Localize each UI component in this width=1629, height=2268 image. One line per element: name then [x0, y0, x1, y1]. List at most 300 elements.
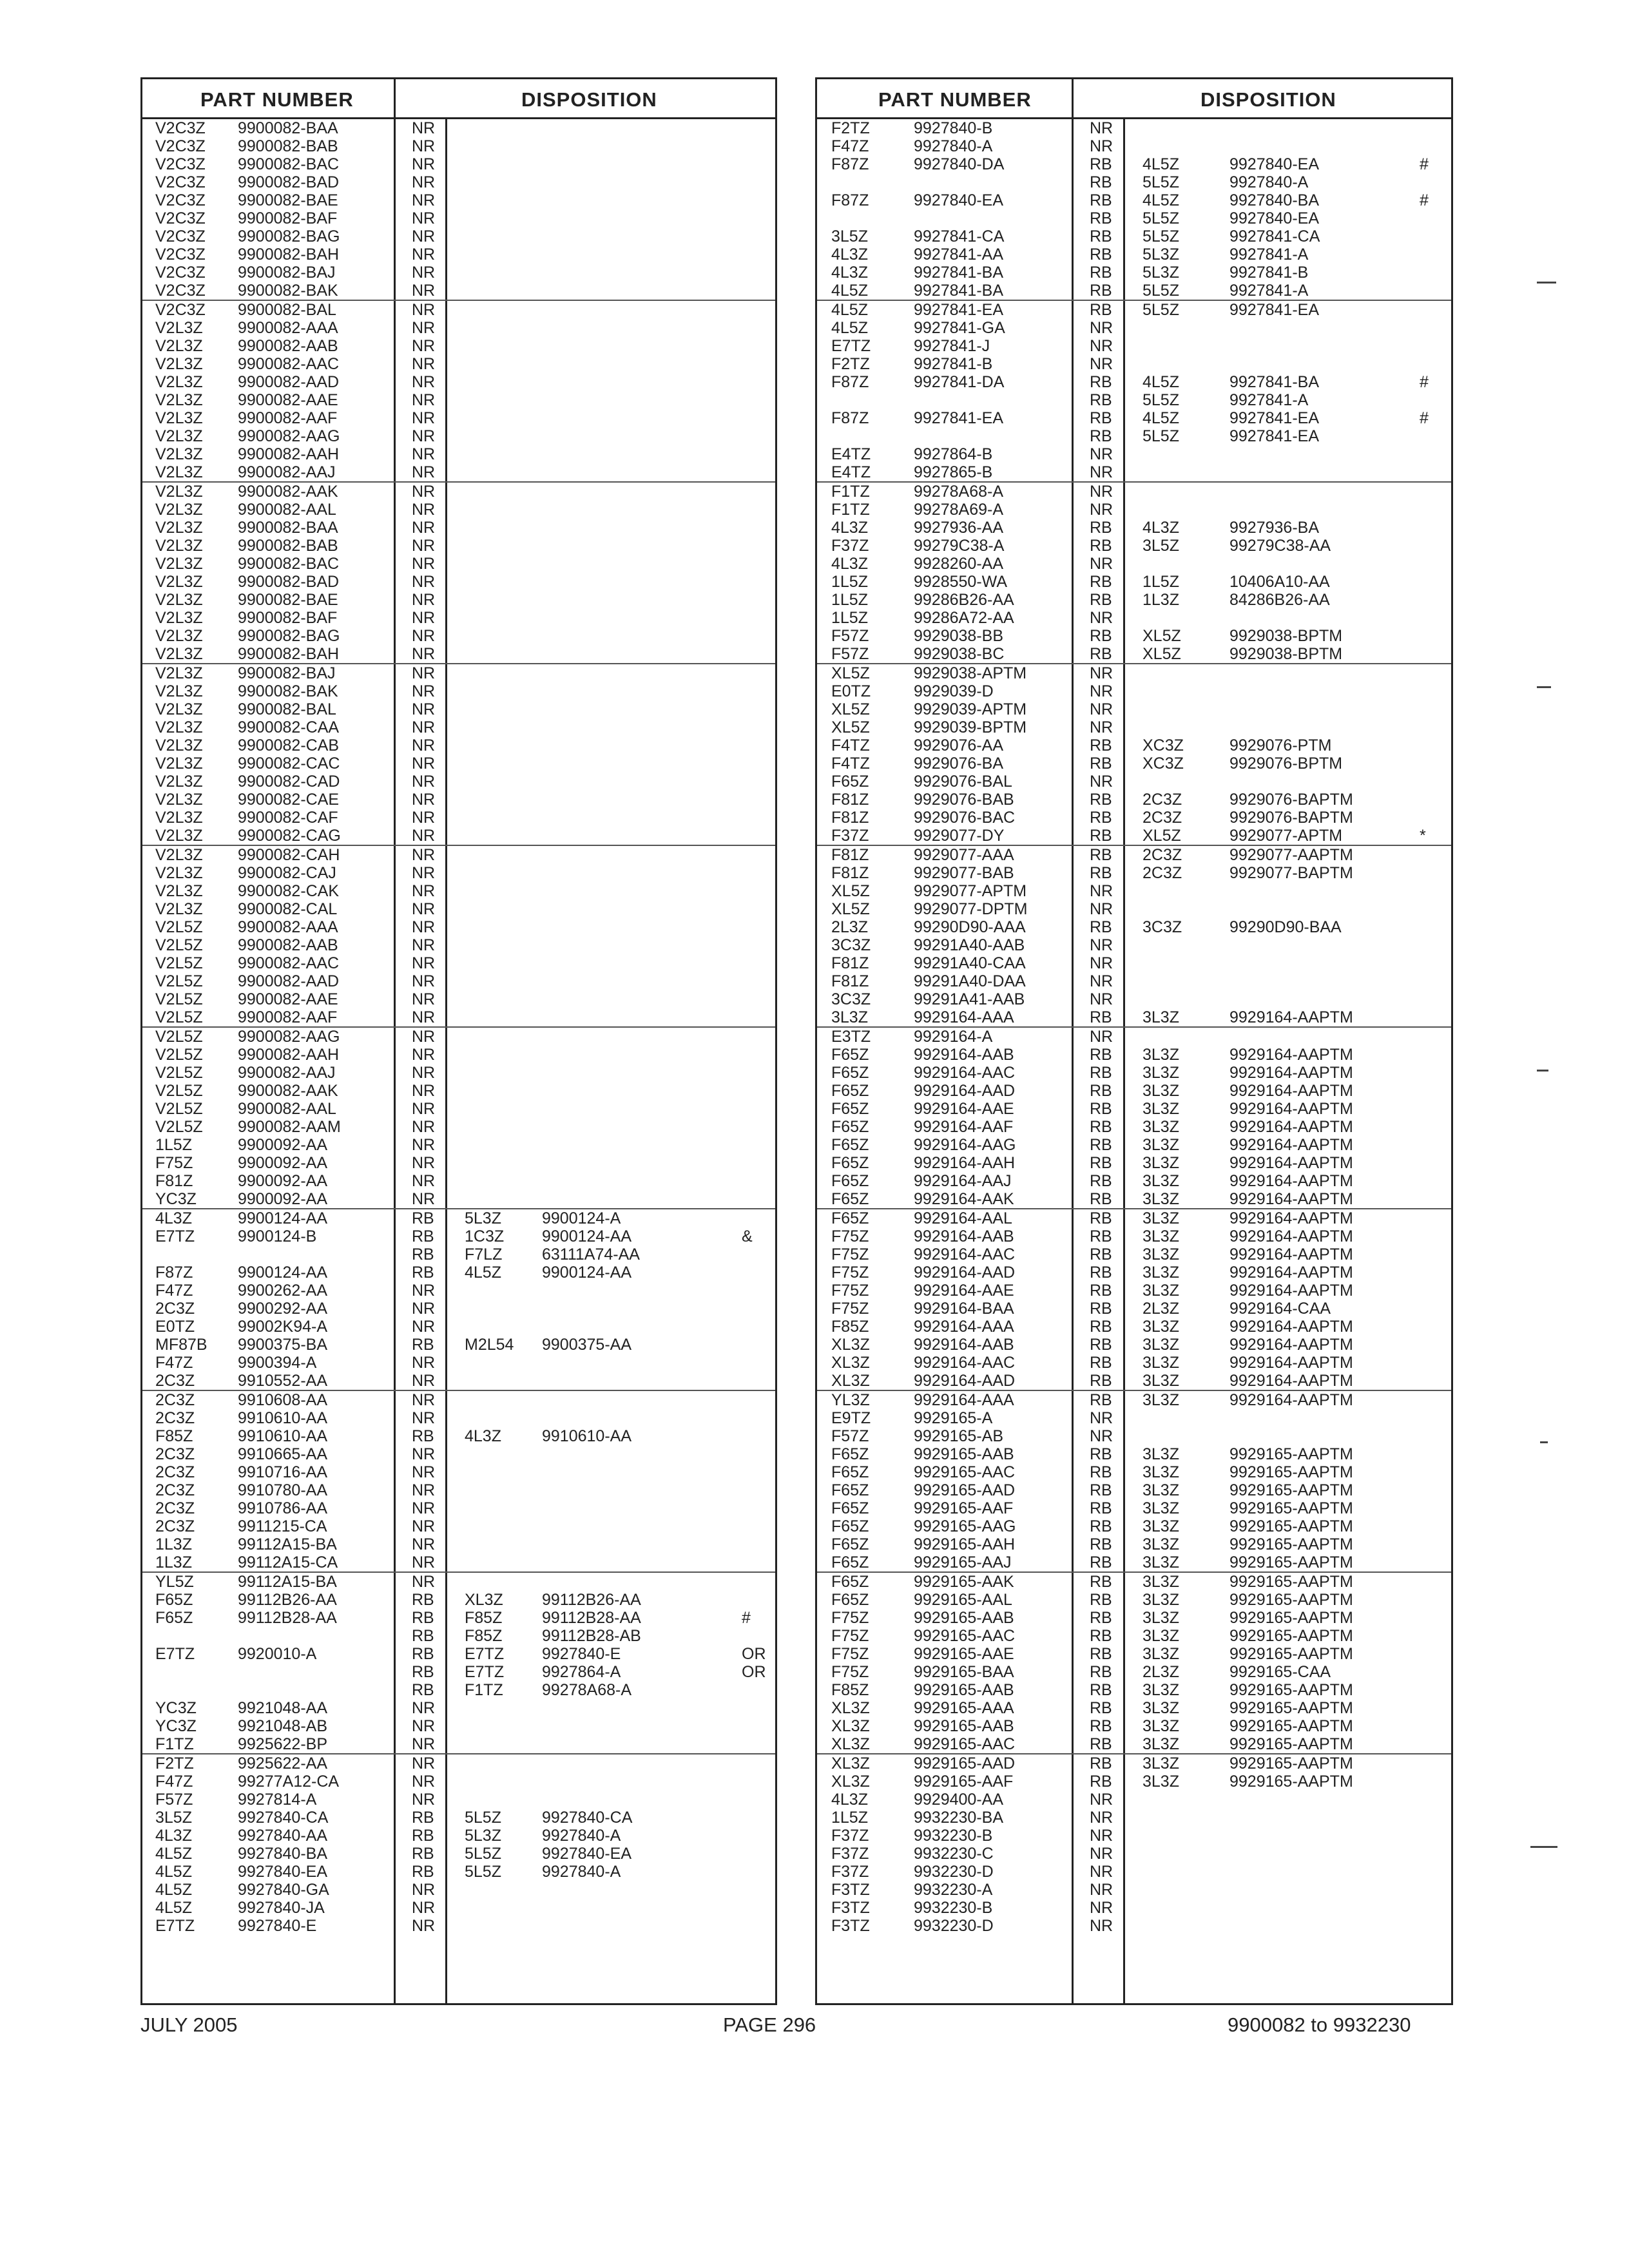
vehicle-code: V2L3Z	[155, 809, 203, 827]
table-row	[817, 1863, 1451, 1881]
status: NR	[1090, 319, 1113, 337]
table-row	[817, 1409, 1451, 1427]
vehicle-code: E3TZ	[831, 1028, 871, 1046]
table-row	[142, 1026, 775, 1046]
status: NR	[412, 609, 436, 627]
vehicle-code: F2TZ	[831, 355, 870, 373]
status: RB	[1090, 282, 1112, 300]
status: NR	[1090, 1881, 1113, 1899]
table-row	[142, 1264, 775, 1282]
vehicle-code: 4L5Z	[155, 1863, 192, 1881]
vehicle-code: F37Z	[831, 1845, 869, 1863]
status: NR	[412, 936, 436, 954]
status: NR	[412, 1754, 436, 1773]
part-number: 9900082-AAB	[238, 936, 338, 954]
table-row	[142, 1190, 775, 1208]
vehicle-code: 4L3Z	[155, 1827, 192, 1845]
vehicle-code: 3C3Z	[831, 936, 871, 954]
table-row	[817, 373, 1451, 391]
table-row	[142, 682, 775, 700]
status: RB	[1090, 1264, 1112, 1282]
part-number: 9927840-A	[914, 137, 993, 155]
part-number: 9910780-AA	[238, 1481, 328, 1499]
vehicle-code: MF87B	[155, 1336, 207, 1354]
part-number: 9927841-BA	[914, 282, 1004, 300]
status: NR	[412, 1791, 436, 1809]
new-part-number: 9927841-CA	[1229, 227, 1320, 245]
new-part-number: 9927840-A	[542, 1863, 621, 1881]
table-row	[142, 1372, 775, 1390]
part-number: 9900082-BAL	[238, 301, 336, 319]
status: RB	[1090, 1190, 1112, 1208]
status: NR	[1090, 972, 1113, 990]
status: NR	[412, 173, 436, 191]
part-number: 9927841-CA	[914, 227, 1005, 245]
table-row	[817, 282, 1451, 300]
table-row	[142, 1591, 775, 1609]
status: RB	[1090, 1591, 1112, 1609]
new-code: 3L5Z	[1142, 537, 1179, 555]
part-number: 9929076-AA	[914, 736, 1004, 754]
table-row	[817, 1427, 1451, 1445]
table-row	[142, 1917, 775, 1935]
new-part-number: 9929164-AAPTM	[1229, 1318, 1353, 1336]
vehicle-code: F75Z	[831, 1300, 869, 1318]
table-row	[817, 1681, 1451, 1699]
table-row	[817, 754, 1451, 773]
new-code: 5L5Z	[465, 1863, 501, 1881]
vehicle-code: F65Z	[831, 1154, 869, 1172]
vehicle-code: V2L3Z	[155, 736, 203, 754]
vehicle-code: E0TZ	[831, 682, 871, 700]
part-number: 9929077-DY	[914, 827, 1005, 845]
new-part-number: 9927841-BA	[1229, 373, 1320, 391]
note-mark: OR	[742, 1645, 766, 1663]
table-row	[817, 609, 1451, 627]
part-number: 9900082-CAG	[238, 827, 341, 845]
table-row	[817, 1717, 1451, 1735]
vehicle-code: F65Z	[831, 1136, 869, 1154]
new-part-number: 9929077-BAPTM	[1229, 864, 1353, 882]
new-part-number: 9929164-AAPTM	[1229, 1064, 1353, 1082]
part-number: 9929165-AAE	[914, 1645, 1014, 1663]
part-number: 9929164-AAA	[914, 1318, 1014, 1336]
status: NR	[412, 409, 436, 427]
vehicle-code: V2L5Z	[155, 954, 203, 972]
new-part-number: 9927864-A	[542, 1663, 621, 1681]
table-row	[817, 1845, 1451, 1863]
table-row	[142, 773, 775, 791]
status: NR	[412, 319, 436, 337]
vehicle-code: F65Z	[831, 1046, 869, 1064]
new-part-number: 9929165-AAPTM	[1229, 1535, 1353, 1553]
new-part-number: 9929164-AAPTM	[1229, 1336, 1353, 1354]
table-row	[817, 972, 1451, 990]
part-number: 9900082-CAL	[238, 900, 338, 918]
table-row	[142, 573, 775, 591]
table-row	[142, 337, 775, 355]
table-row	[142, 1753, 775, 1773]
table-row	[817, 1917, 1451, 1935]
new-code: 4L5Z	[465, 1264, 501, 1282]
new-part-number: 9929165-AAPTM	[1229, 1463, 1353, 1481]
status: NR	[1090, 445, 1113, 463]
vehicle-code: F75Z	[831, 1663, 869, 1681]
part-number: 9932230-C	[914, 1845, 994, 1863]
part-number: 9900082-CAF	[238, 809, 338, 827]
part-number: 9928550-WA	[914, 573, 1007, 591]
new-code: 4L5Z	[1142, 155, 1179, 173]
table-row	[817, 1300, 1451, 1318]
table-row	[142, 1118, 775, 1136]
vehicle-code: 4L3Z	[831, 555, 868, 573]
table-row	[817, 1245, 1451, 1264]
part-number: 9900124-AA	[238, 1209, 328, 1227]
vehicle-code: E7TZ	[831, 337, 871, 355]
status: NR	[412, 1028, 436, 1046]
part-number: 9900082-AAK	[238, 1082, 338, 1100]
status: RB	[1090, 1300, 1112, 1318]
vehicle-code: F37Z	[831, 827, 869, 845]
part-number: 9927840-CA	[238, 1809, 329, 1827]
status: NR	[412, 264, 436, 282]
status: RB	[1090, 173, 1112, 191]
status: NR	[412, 791, 436, 809]
table-row	[142, 645, 775, 663]
new-part-number: 9929165-AAPTM	[1229, 1773, 1353, 1791]
part-number: 9929038-BC	[914, 645, 1005, 663]
vehicle-code: V2L3Z	[155, 791, 203, 809]
part-number: 9927840-BA	[238, 1845, 328, 1863]
part-number: 9929077-AAA	[914, 846, 1014, 864]
table-row	[142, 191, 775, 209]
status: NR	[412, 864, 436, 882]
new-code: 3L3Z	[1142, 1100, 1179, 1118]
new-part-number: 9929164-AAPTM	[1229, 1046, 1353, 1064]
table-row	[142, 1717, 775, 1735]
part-number: 9900082-BAD	[238, 173, 340, 191]
vehicle-code: V2L5Z	[155, 972, 203, 990]
status: NR	[1090, 555, 1113, 573]
new-code: 5L3Z	[1142, 245, 1179, 264]
new-code: 3L3Z	[1142, 1645, 1179, 1663]
status: RB	[1090, 754, 1112, 773]
vehicle-code: V2L5Z	[155, 1028, 203, 1046]
note-mark: &	[742, 1227, 753, 1245]
vehicle-code: V2C3Z	[155, 209, 206, 227]
status: RB	[1090, 1681, 1112, 1699]
vehicle-code: F65Z	[155, 1609, 193, 1627]
new-part-number: 9929164-AAPTM	[1229, 1172, 1353, 1190]
table-row	[817, 519, 1451, 537]
vehicle-code: V2L5Z	[155, 1064, 203, 1082]
vehicle-code: V2L3Z	[155, 483, 203, 501]
vehicle-code: F57Z	[155, 1791, 193, 1809]
new-code: 3L3Z	[1142, 1190, 1179, 1208]
new-code: 3L3Z	[1142, 1445, 1179, 1463]
table-row	[142, 282, 775, 300]
new-part-number: 9927840-EA	[1229, 209, 1320, 227]
part-number: 9925622-AA	[238, 1754, 328, 1773]
vehicle-code: V2C3Z	[155, 191, 206, 209]
note-mark: OR	[742, 1663, 766, 1681]
table-row	[817, 1571, 1451, 1591]
table-row	[142, 1863, 775, 1881]
status: NR	[412, 282, 436, 300]
vehicle-code: V2C3Z	[155, 301, 206, 319]
new-code: 4L3Z	[1142, 519, 1179, 537]
part-number: 9927840-GA	[238, 1881, 329, 1899]
status: RB	[1090, 155, 1112, 173]
status: RB	[1090, 301, 1112, 319]
table-row	[142, 1845, 775, 1863]
table-row	[142, 173, 775, 191]
status: RB	[1090, 809, 1112, 827]
status: RB	[1090, 1573, 1112, 1591]
status: RB	[412, 1827, 434, 1845]
vehicle-code: F75Z	[831, 1645, 869, 1663]
part-number: 9900082-AAD	[238, 972, 340, 990]
vehicle-code: 2C3Z	[155, 1499, 195, 1517]
part-number: 9900082-BAE	[238, 191, 338, 209]
new-code: 3L3Z	[1142, 1517, 1179, 1535]
vehicle-code: XL3Z	[831, 1699, 870, 1717]
vehicle-code: V2L3Z	[155, 827, 203, 845]
vehicle-code: XL3Z	[831, 1735, 870, 1753]
part-number: 99112B28-AA	[238, 1609, 337, 1627]
new-part-number: 99290D90-BAA	[1229, 918, 1342, 936]
new-code: 3L3Z	[1142, 1264, 1179, 1282]
part-number: 9925622-BP	[238, 1735, 328, 1753]
table-row	[142, 1136, 775, 1154]
part-number: 9900082-BAB	[238, 537, 338, 555]
table-row	[142, 1318, 775, 1336]
part-number: 9929164-A	[914, 1028, 993, 1046]
part-number: 9929164-AAK	[914, 1190, 1014, 1208]
table-row	[817, 1753, 1451, 1773]
part-number: 9927840-EA	[914, 191, 1004, 209]
vehicle-code: F75Z	[831, 1627, 869, 1645]
vehicle-code: F75Z	[831, 1227, 869, 1245]
vehicle-code: V2L3Z	[155, 537, 203, 555]
new-code: E7TZ	[465, 1645, 505, 1663]
status: NR	[1090, 609, 1113, 627]
table-row	[142, 972, 775, 990]
part-number: 9929164-AAE	[914, 1100, 1014, 1118]
new-part-number: 9929165-AAPTM	[1229, 1717, 1353, 1735]
vehicle-code: V2L3Z	[155, 664, 203, 682]
new-code: 3L3Z	[1142, 1154, 1179, 1172]
part-number: 9929164-AAF	[914, 1118, 1014, 1136]
new-part-number: 9900124-A	[542, 1209, 621, 1227]
status: NR	[1090, 682, 1113, 700]
new-code: XL3Z	[465, 1591, 503, 1609]
status: NR	[412, 882, 436, 900]
new-part-number: 9927841-EA	[1229, 301, 1320, 319]
part-number: 9927865-B	[914, 463, 993, 481]
part-number: 9900394-A	[238, 1354, 317, 1372]
status: NR	[412, 1391, 436, 1409]
vehicle-code: 3C3Z	[831, 990, 871, 1008]
status: NR	[412, 1046, 436, 1064]
new-part-number: 9929164-AAPTM	[1229, 1245, 1353, 1264]
status: NR	[412, 664, 436, 682]
status: NR	[412, 1354, 436, 1372]
new-part-number: 9929165-AAPTM	[1229, 1645, 1353, 1663]
vehicle-code: F81Z	[831, 846, 869, 864]
margin-mark	[1540, 1441, 1548, 1443]
part-number: 9900082-AAF	[238, 409, 338, 427]
table-row	[142, 245, 775, 264]
part-number: 99112B26-AA	[238, 1591, 337, 1609]
table-row	[142, 1663, 775, 1681]
part-number: 9929164-AAH	[914, 1154, 1016, 1172]
status: RB	[1090, 1245, 1112, 1264]
part-number: 9929164-AAC	[914, 1064, 1016, 1082]
status: RB	[412, 1336, 434, 1354]
vehicle-code: 2C3Z	[155, 1445, 195, 1463]
table-row	[817, 1172, 1451, 1190]
new-part-number: 9929165-AAPTM	[1229, 1481, 1353, 1499]
new-code: 3L3Z	[1142, 1118, 1179, 1136]
new-code: 5L3Z	[465, 1209, 501, 1227]
new-code: F7LZ	[465, 1245, 503, 1264]
new-part-number: 9927840-BA	[1229, 191, 1320, 209]
part-number: 9929165-AAF	[914, 1773, 1014, 1791]
vehicle-code: F65Z	[831, 1118, 869, 1136]
vehicle-code: V2L5Z	[155, 1082, 203, 1100]
part-number: 9900082-AAA	[238, 319, 338, 337]
vehicle-code: F65Z	[831, 1172, 869, 1190]
table-row	[817, 1372, 1451, 1390]
part-number: 9929038-APTM	[914, 664, 1027, 682]
new-code: 3L3Z	[1142, 1481, 1179, 1499]
part-number: 9900082-CAA	[238, 718, 340, 736]
vehicle-code: F87Z	[831, 191, 869, 209]
status: RB	[412, 1591, 434, 1609]
table-row	[817, 1791, 1451, 1809]
part-number: 9927841-DA	[914, 373, 1005, 391]
table-row	[142, 954, 775, 972]
status: NR	[412, 1717, 436, 1735]
part-number: 9929165-AAB	[914, 1717, 1014, 1735]
vehicle-code: V2L3Z	[155, 319, 203, 337]
new-part-number: 9900124-AA	[542, 1264, 632, 1282]
vehicle-code: 4L3Z	[831, 245, 868, 264]
status: NR	[1090, 137, 1113, 155]
vehicle-code: XL3Z	[831, 1754, 870, 1773]
status: NR	[412, 918, 436, 936]
table-row	[817, 773, 1451, 791]
table-row	[817, 663, 1451, 682]
status: NR	[412, 736, 436, 754]
status: NR	[412, 1917, 436, 1935]
new-code: 5L5Z	[1142, 227, 1179, 245]
status: NR	[412, 355, 436, 373]
status: NR	[412, 1573, 436, 1591]
new-code: 4L5Z	[1142, 409, 1179, 427]
table-row	[817, 936, 1451, 954]
status: NR	[1090, 463, 1113, 481]
status: NR	[412, 1735, 436, 1753]
vehicle-code: V2C3Z	[155, 245, 206, 264]
right-table-body	[817, 119, 1451, 1935]
new-part-number: 9929077-AAPTM	[1229, 846, 1353, 864]
status: RB	[1090, 1046, 1112, 1064]
part-number: 9900082-AAG	[238, 1028, 340, 1046]
table-row	[817, 463, 1451, 481]
new-code: 3L3Z	[1142, 1735, 1179, 1753]
table-row	[817, 1227, 1451, 1245]
status: RB	[1090, 409, 1112, 427]
vehicle-code: F87Z	[831, 409, 869, 427]
new-code: XC3Z	[1142, 736, 1184, 754]
vehicle-code: F65Z	[831, 1064, 869, 1082]
new-code: 3L3Z	[1142, 1499, 1179, 1517]
part-number: 9900082-BAC	[238, 555, 340, 573]
status: NR	[412, 1282, 436, 1300]
part-number: 9929165-BAA	[914, 1663, 1014, 1681]
part-number: 9929165-AAA	[914, 1699, 1014, 1717]
status: NR	[1090, 1827, 1113, 1845]
new-part-number: 9929165-AAPTM	[1229, 1573, 1353, 1591]
new-code: 3L3Z	[1142, 1318, 1179, 1336]
status: NR	[412, 191, 436, 209]
part-number: 9900375-BA	[238, 1336, 328, 1354]
table-row	[142, 300, 775, 319]
table-row	[817, 1609, 1451, 1627]
part-number: 9900082-CAJ	[238, 864, 336, 882]
new-part-number: 9927841-EA	[1229, 409, 1320, 427]
vehicle-code: F75Z	[831, 1609, 869, 1627]
status: NR	[412, 1773, 436, 1791]
new-part-number: 9929165-AAPTM	[1229, 1735, 1353, 1753]
new-code: F85Z	[465, 1609, 503, 1627]
status: NR	[412, 1481, 436, 1499]
status: NR	[412, 537, 436, 555]
table-row	[142, 1409, 775, 1427]
table-row	[142, 1390, 775, 1409]
part-number: 9929164-AAC	[914, 1354, 1016, 1372]
status: NR	[412, 1517, 436, 1535]
new-code: 5L5Z	[1142, 391, 1179, 409]
part-number: 9929038-BB	[914, 627, 1004, 645]
vehicle-code: 4L5Z	[155, 1881, 192, 1899]
status: NR	[412, 809, 436, 827]
part-number: 9929165-AAB	[914, 1445, 1014, 1463]
part-number: 9929076-BA	[914, 754, 1004, 773]
vehicle-code: F1TZ	[831, 483, 870, 501]
part-number: 9929164-AAD	[914, 1372, 1016, 1390]
vehicle-code: V2L3Z	[155, 355, 203, 373]
status: NR	[412, 301, 436, 319]
table-row	[817, 1773, 1451, 1791]
part-number: 99279C38-A	[914, 537, 1005, 555]
vehicle-code: F81Z	[831, 954, 869, 972]
part-number: 9929164-AAJ	[914, 1172, 1012, 1190]
new-part-number: 9929164-AAPTM	[1229, 1154, 1353, 1172]
part-number: 9929077-APTM	[914, 882, 1027, 900]
vehicle-code: V2L3Z	[155, 718, 203, 736]
table-row	[817, 1190, 1451, 1208]
new-part-number: 9900124-AA	[542, 1227, 632, 1245]
vehicle-code: F87Z	[155, 1264, 193, 1282]
vehicle-code: YL5Z	[155, 1573, 194, 1591]
right-table-header	[817, 79, 1451, 119]
vehicle-code: F57Z	[831, 627, 869, 645]
new-part-number: 9927841-EA	[1229, 427, 1320, 445]
status: NR	[412, 209, 436, 227]
